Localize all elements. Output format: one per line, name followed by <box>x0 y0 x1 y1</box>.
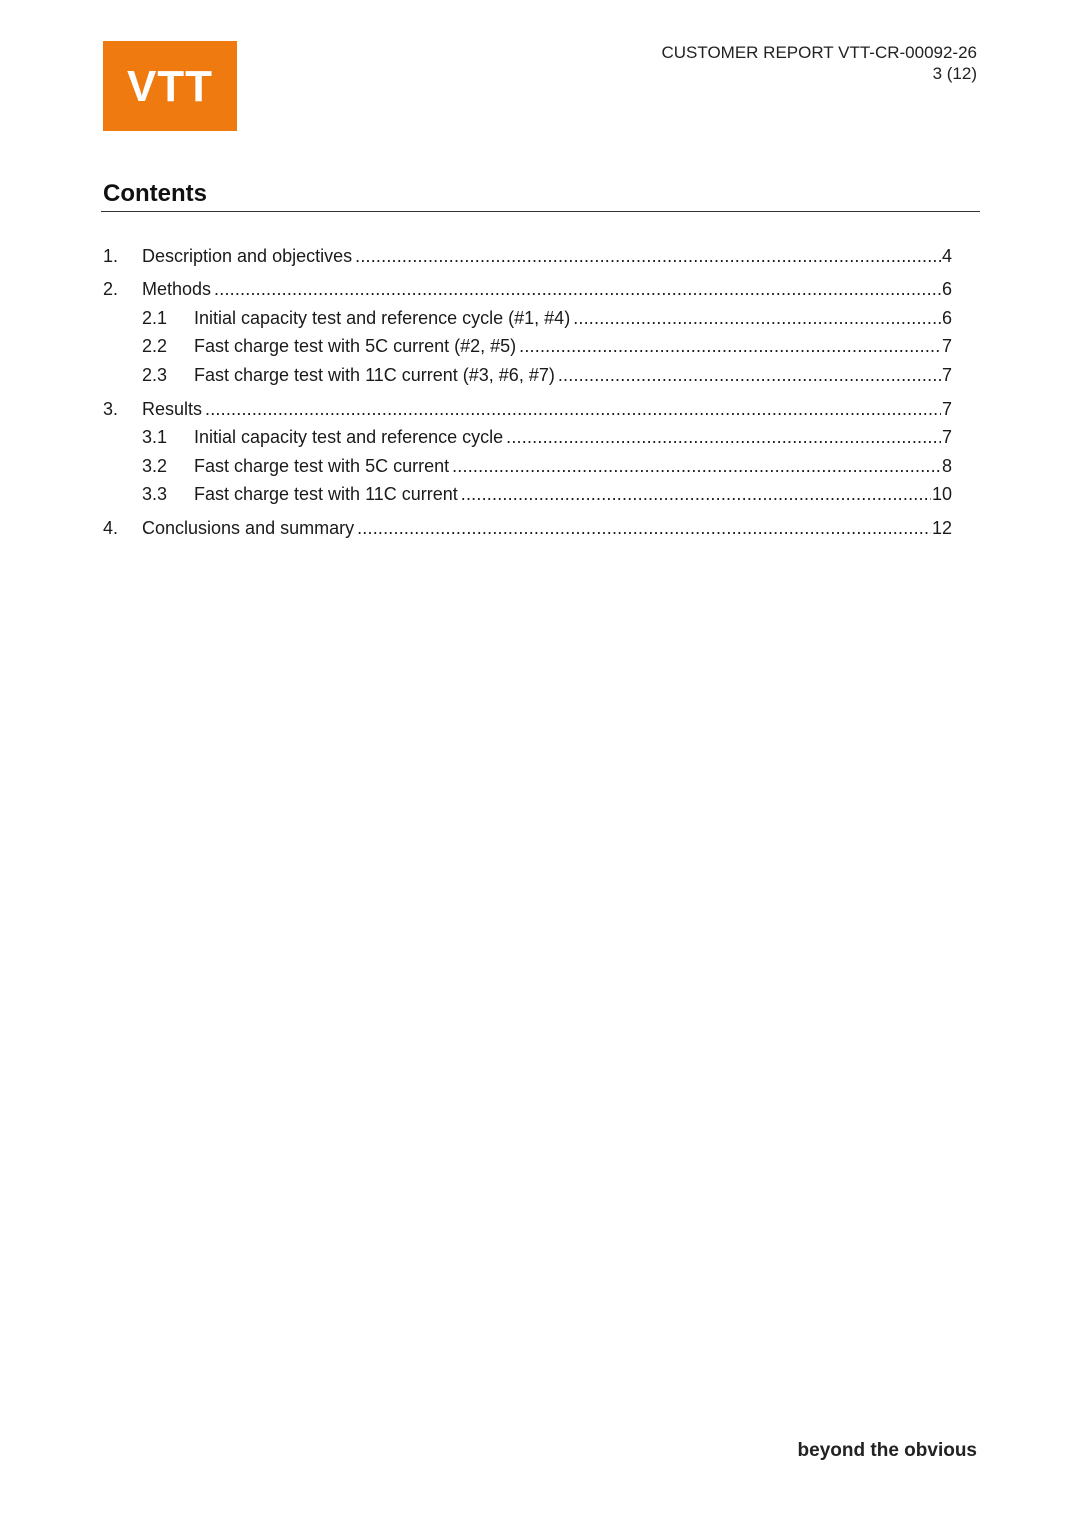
toc-entry[interactable] <box>103 397 952 421</box>
toc-number: 2.3 <box>142 365 168 385</box>
toc-page: 10 <box>931 484 952 504</box>
toc-number: 1. <box>103 246 119 266</box>
toc-number: 3.2 <box>142 456 168 476</box>
vtt-logo <box>103 41 237 131</box>
page-number: 3 (12) <box>932 64 977 83</box>
toc-dot-leader <box>506 425 941 449</box>
toc-entry[interactable] <box>142 454 952 478</box>
toc-number: 2.2 <box>142 336 168 356</box>
toc-title: Fast charge test with 5C current (#2, #5) <box>194 336 517 356</box>
toc-entry[interactable] <box>142 363 952 387</box>
toc-dot-leader <box>355 244 941 268</box>
toc-entry[interactable] <box>142 425 952 449</box>
toc-dot-leader <box>519 334 941 358</box>
toc-page: 12 <box>931 518 952 538</box>
toc-title: Description and objectives <box>142 246 353 266</box>
toc-number: 3. <box>103 399 119 419</box>
toc-page: 7 <box>941 399 952 419</box>
toc-dot-leader <box>452 454 941 478</box>
toc-dot-leader <box>357 516 931 540</box>
toc-title: Initial capacity test and reference cycle (#1, #4) <box>194 308 571 328</box>
toc-page: 6 <box>941 308 952 328</box>
toc-title: Results <box>142 399 203 419</box>
toc-page: 7 <box>941 427 952 447</box>
toc-dot-leader <box>214 277 941 301</box>
logo-text: VTT <box>126 62 214 111</box>
toc-page: 6 <box>941 279 952 299</box>
toc-page: 4 <box>941 246 952 266</box>
contents-title: Contents <box>103 180 207 207</box>
toc-entry[interactable] <box>103 277 952 301</box>
title-rule <box>101 211 980 212</box>
toc-entry[interactable] <box>103 244 952 268</box>
toc-entry[interactable] <box>142 482 952 506</box>
toc-number: 2. <box>103 279 119 299</box>
toc-entry[interactable] <box>142 334 952 358</box>
toc-entry[interactable] <box>103 516 952 540</box>
toc-title: Methods <box>142 279 212 299</box>
report-header <box>661 42 977 84</box>
toc-title: Fast charge test with 11C current (#3, #6, #7) <box>194 365 555 385</box>
toc-number: 3.1 <box>142 427 168 447</box>
toc-dot-leader <box>573 306 941 330</box>
toc-title: Fast charge test with 5C current <box>194 456 450 476</box>
toc-page: 8 <box>941 456 952 476</box>
toc-title: Initial capacity test and reference cycle <box>194 427 504 447</box>
toc-dot-leader <box>461 482 931 506</box>
toc-number: 4. <box>103 518 119 538</box>
toc-page: 7 <box>941 365 952 385</box>
footer-tagline: beyond the obvious <box>797 1440 977 1461</box>
toc-number: 3.3 <box>142 484 168 504</box>
toc-dot-leader <box>558 363 941 387</box>
toc-page: 7 <box>941 336 952 356</box>
toc-number: 2.1 <box>142 308 168 328</box>
report-id: CUSTOMER REPORT VTT-CR-00092-26 <box>661 43 977 62</box>
toc-title: Fast charge test with 11C current <box>194 484 458 504</box>
toc-dot-leader <box>205 397 941 421</box>
toc-title: Conclusions and summary <box>142 518 355 538</box>
toc-entry[interactable] <box>142 306 952 330</box>
